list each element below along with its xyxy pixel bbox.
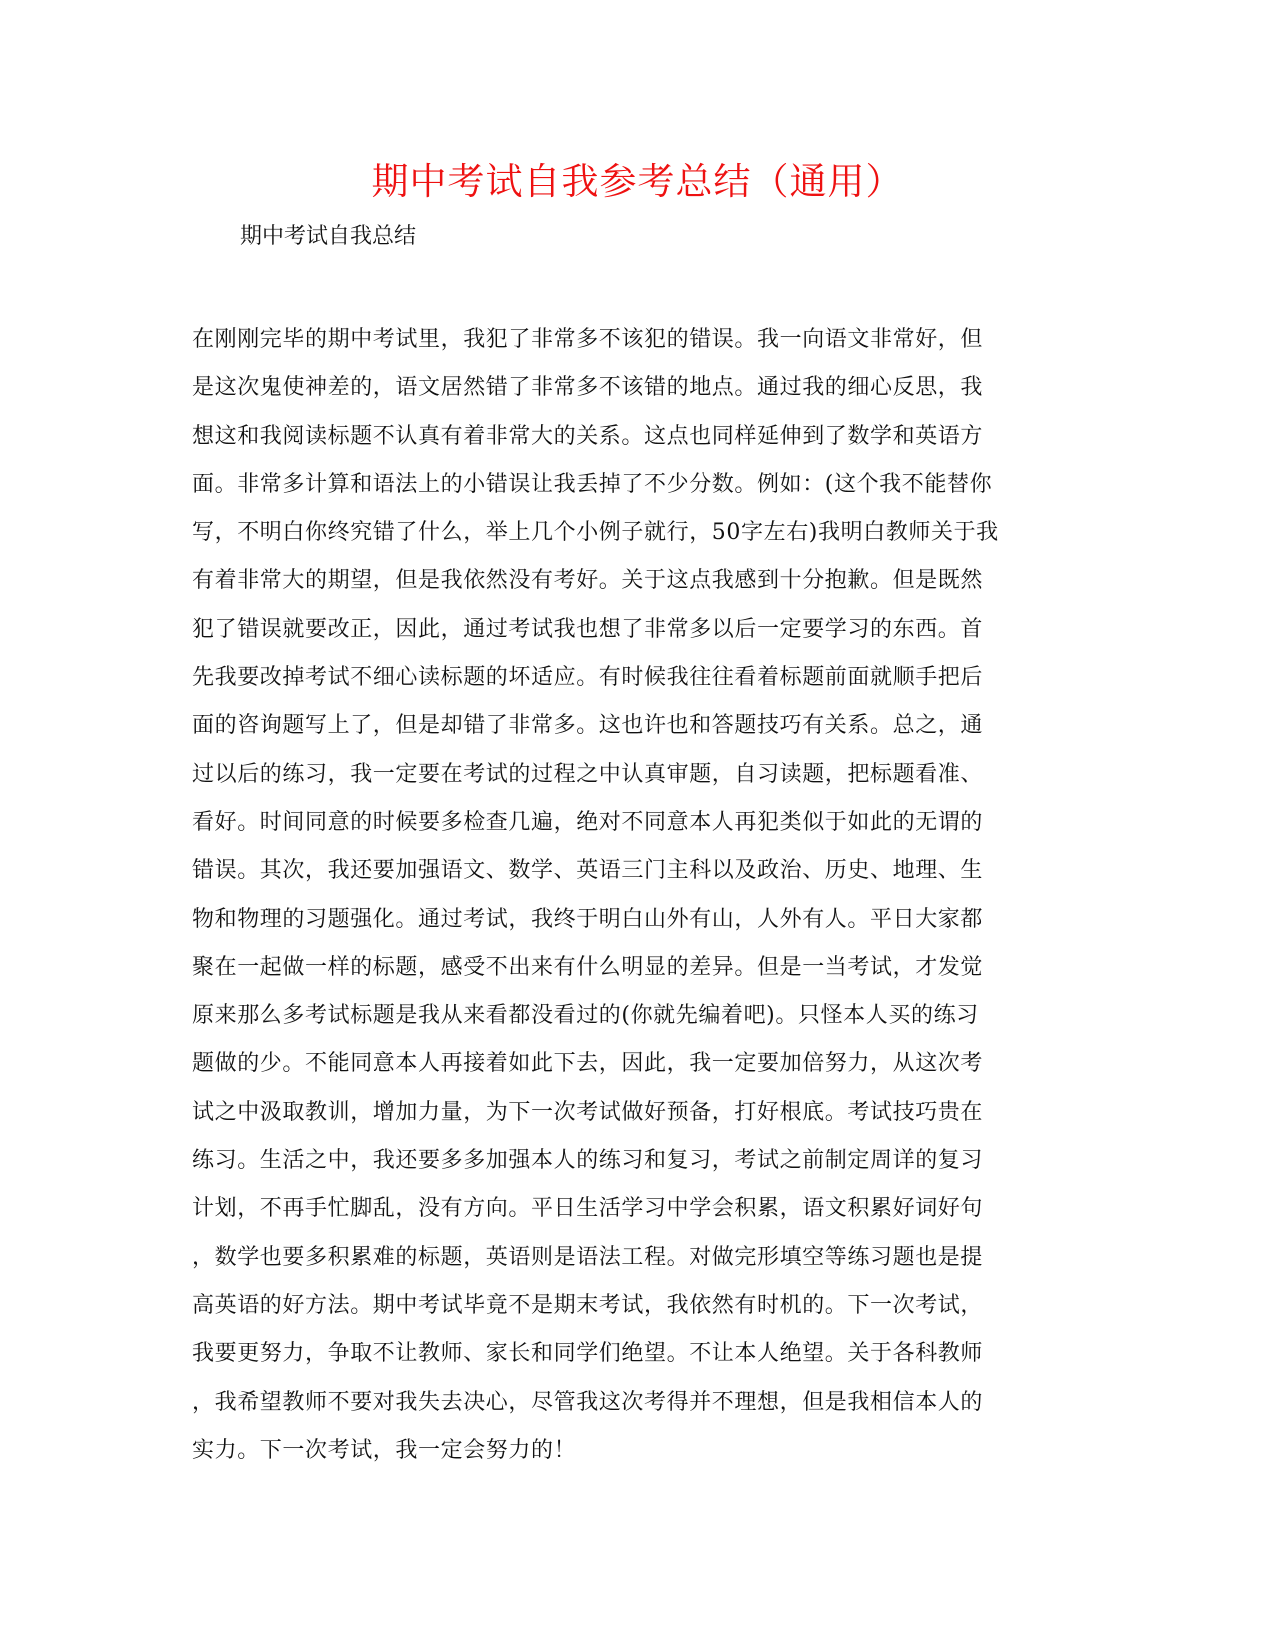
body-line: 练习。生活之中，我还要多多加强本人的练习和复习，考试之前制定周详的复习 — [192, 1148, 984, 1174]
body-line: 计划，不再手忙脚乱，没有方向。平日生活学习中学会积累，语文积累好词好句 — [192, 1196, 984, 1222]
body-line: 是这次鬼使神差的，语文居然错了非常多不该错的地点。通过我的细心反思，我 — [192, 375, 984, 401]
body-line: 过以后的练习，我一定要在考试的过程之中认真审题，自习读题，把标题看准、 — [192, 761, 984, 787]
page-subtitle: 期中考试自我总结 — [240, 224, 417, 249]
body-line: 高英语的好方法。期中考试毕竟不是期末考试，我依然有时机的。下一次考试， — [192, 1292, 984, 1318]
body-line: 原来那么多考试标题是我从来看都没看过的(你就先编着吧)。只怪本人买的练习 — [192, 1003, 979, 1029]
body-line: 聚在一起做一样的标题，感受不出来有什么明显的差异。但是一当考试，才发觉 — [192, 954, 984, 980]
body-line: ，我希望教师不要对我失去决心，尽管我这次考得并不理想，但是我相信本人的 — [192, 1389, 984, 1415]
body-line: 在刚刚完毕的期中考试里，我犯了非常多不该犯的错误。我一向语文非常好，但 — [192, 327, 984, 352]
body-line: 题做的少。不能同意本人再接着如此下去，因此，我一定要加倍努力，从这次考 — [192, 1051, 984, 1077]
body-line: 有着非常大的期望，但是我依然没有考好。关于这点我感到十分抱歉。但是既然 — [192, 568, 984, 594]
body-line: 物和物理的习题强化。通过考试，我终于明白山外有山，人外有人。平日大家都 — [192, 906, 984, 932]
body-line: 试之中汲取教训，增加力量，为下一次考试做好预备，打好根底。考试技巧贵在 — [192, 1099, 984, 1125]
body-line: 我要更努力，争取不让教师、家长和同学们绝望。不让本人绝望。关于各科教师 — [192, 1341, 984, 1367]
body-line: 实力。下一次考试，我一定会努力的！ — [192, 1437, 577, 1463]
body-line: ，数学也要多积累难的标题，英语则是语法工程。对做完形填空等练习题也是提 — [192, 1244, 984, 1270]
body-line: 错误。其次，我还要加强语文、数学、英语三门主科以及政治、历史、地理、生 — [192, 858, 984, 884]
body-line: 先我要改掉考试不细心读标题的坏适应。有时候我往往看着标题前面就顺手把后 — [192, 665, 984, 691]
body-line: 面的咨询题写上了，但是却错了非常多。这也许也和答题技巧有关系。总之，通 — [192, 713, 984, 739]
body-text — [192, 316, 1092, 1475]
body-line: 犯了错误就要改正，因此，通过考试我也想了非常多以后一定要学习的东西。首 — [192, 616, 984, 642]
body-line: 看好。时间同意的时候要多检查几遍，绝对不同意本人再犯类似于如此的无谓的 — [192, 809, 984, 835]
body-line: 面。非常多计算和语法上的小错误让我丢掉了不少分数。例如：(这个我不能替你 — [192, 471, 993, 497]
body-line: 写，不明白你终究错了什么，举上几个小例子就行，50字左右)我明白教师关于我 — [192, 520, 999, 546]
page-title: 期中考试自我参考总结（通用） — [371, 160, 904, 203]
body-line: 想这和我阅读标题不认真有着非常大的关系。这点也同样延伸到了数学和英语方 — [192, 423, 984, 449]
